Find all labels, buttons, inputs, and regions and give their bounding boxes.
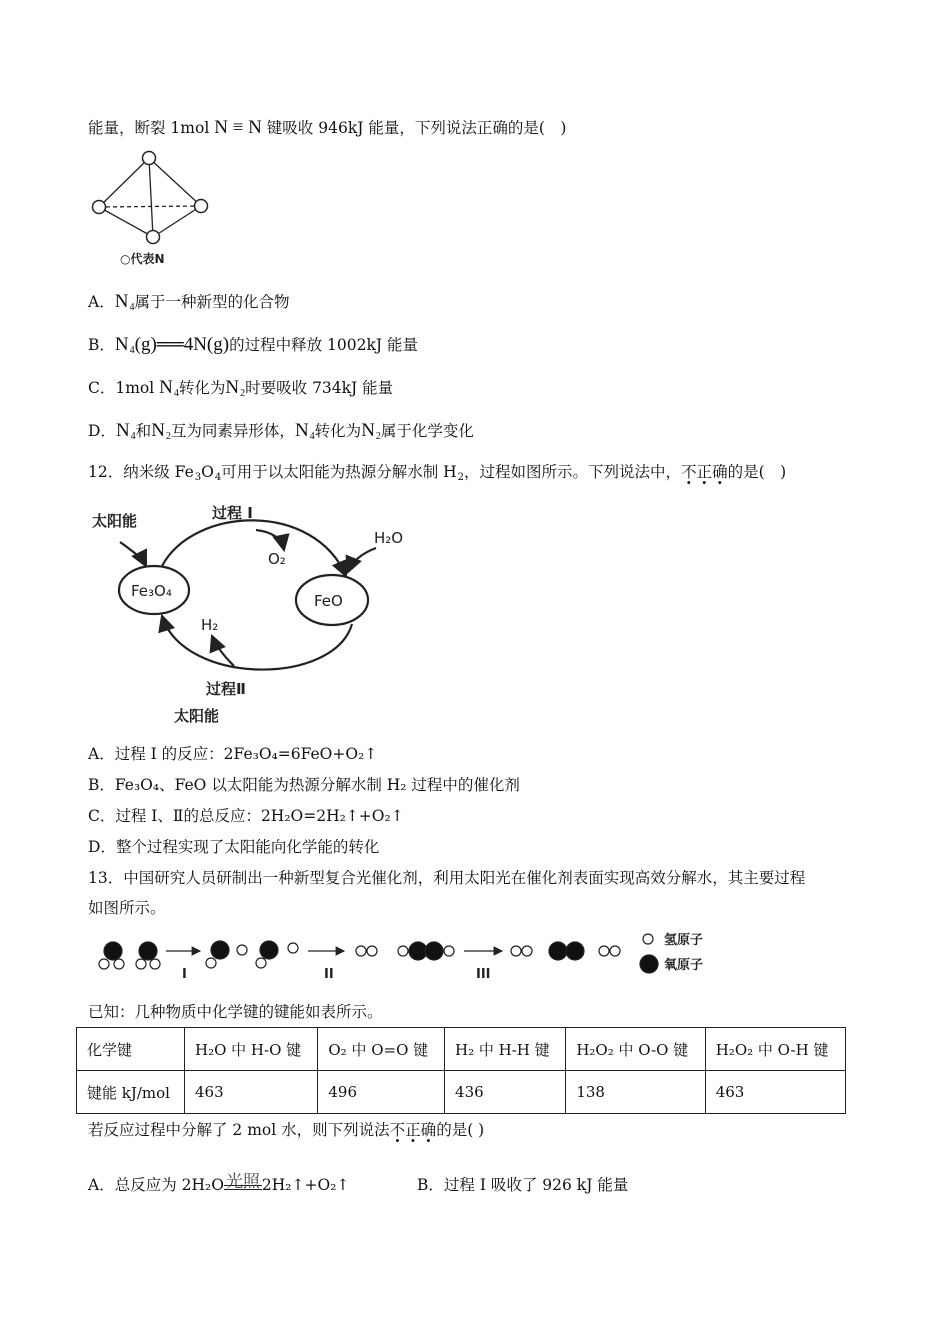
svg-text:FeO: FeO — [314, 592, 343, 610]
emphasis-char: 确 — [712, 463, 728, 481]
bond-energy-table — [76, 1027, 846, 1114]
svg-text:氢原子: 氢原子 — [664, 933, 704, 948]
n-atom-top — [143, 152, 156, 165]
q11-stem: 能量，断裂 1mol N ≡ N 键吸收 946kJ 能量，下列说法正确的是( ) — [88, 117, 567, 138]
q12-stem: 12．纳米级 $Fe_3O_4$可用于以太阳能为热源分解水制 $H_2$，过程如图所示。下列说法中，不正确的是( ) — [88, 460, 786, 483]
q13-stem-line1: 13．中国研究人员研制出一种新型复合光催化剂，利用太阳光在催化剂表面实现高效分解水，其主要过程 — [88, 869, 806, 887]
svg-text:H₂O: H₂O — [374, 529, 404, 547]
o2-arrow — [256, 530, 284, 550]
q13-option-b: B．过程 I 吸收了 926 kJ 能量 — [417, 1176, 629, 1194]
q13-question: 若反应过程中分解了 2 mol 水，则下列说法不正确的是( ) — [88, 1118, 484, 1140]
condition-light: 光照 — [225, 1172, 260, 1192]
table-row: 键能 kJ/mol 463 496 436 138 463 — [77, 1071, 846, 1114]
q12-option-a: A．过程 I 的反应：2Fe₃O₄=6FeO+O₂↑ — [88, 745, 378, 763]
q12-option-c: C．过程 I、Ⅱ的总反应：2H₂O=2H₂↑+O₂↑ — [88, 807, 404, 825]
svg-text:过程Ⅱ: 过程Ⅱ — [206, 680, 246, 698]
n-atom-left — [93, 201, 106, 214]
q12-option-d: D．整个过程实现了太阳能向化学能的转化 — [88, 838, 380, 856]
svg-text:氧原子: 氧原子 — [664, 958, 704, 973]
emphasis-char: 正 — [696, 463, 713, 481]
n4-tetrahedron-figure — [84, 146, 224, 276]
fe3o4-cycle-diagram — [84, 496, 424, 732]
svg-text:太阳能: 太阳能 — [174, 707, 220, 725]
svg-text:H₂: H₂ — [201, 616, 219, 634]
table-header-row: 化学键 H₂O 中 H-O 键 O₂ 中 O=O 键 H₂ 中 H-H 键 H₂O₂ 中 O-O 键 H₂O₂ 中 O-H 键 — [77, 1028, 846, 1071]
q11-option-d: D．$N_4$和$N_2$互为同素异形体，$N_4$转化为$N_2$属于化学变化 — [88, 420, 474, 442]
h2o-arrow — [348, 548, 376, 572]
hydrogen-legend-icon — [643, 934, 653, 944]
svg-text:太阳能: 太阳能 — [92, 512, 138, 530]
svg-text:Fe₃O₄: Fe₃O₄ — [131, 582, 172, 600]
sun-top-arrow — [120, 542, 146, 566]
emphasis-char: 确 — [420, 1121, 437, 1139]
oxygen-legend-icon — [640, 955, 658, 973]
svg-text:O₂: O₂ — [268, 550, 286, 568]
q13-known: 已知：几种物质中化学键的键能如表所示。 — [88, 1003, 383, 1021]
emphasis-char: 正 — [405, 1121, 421, 1139]
n-atom-bottom — [147, 231, 160, 244]
n4-legend: ○代表N — [120, 252, 165, 266]
q12-option-b: B．Fe₃O₄、FeO 以太阳能为热源分解水制 H₂ 过程中的催化剂 — [88, 776, 520, 794]
q11-bond-formula: N ≡ N — [214, 117, 262, 138]
q13-stem-line2: 如图所示。 — [88, 899, 166, 917]
svg-text:过程 I: 过程 I — [212, 504, 253, 522]
emphasis-char: 不 — [681, 463, 697, 481]
water-splitting-diagram — [92, 930, 732, 982]
n-atom-right — [195, 200, 208, 213]
q13-option-a: A．总反应为 2H₂O 光照 2H₂↑+O₂↑ — [88, 1173, 349, 1195]
q11-option-c: C．1mol $N_4$转化为$N_2$时要吸收 734kJ 能量 — [88, 377, 394, 399]
svg-text:III: III — [476, 967, 491, 982]
q11-option-b: B．$N_4(g)══4N(g)$的过程中释放 1002kJ 能量 — [88, 334, 418, 356]
svg-text:II: II — [324, 967, 334, 982]
emphasis-char: 不 — [389, 1121, 406, 1139]
process1-arrow — [162, 520, 346, 576]
svg-text:I: I — [182, 967, 187, 982]
q11-option-a: A．$N_4$属于一种新型的化合物 — [88, 291, 290, 313]
